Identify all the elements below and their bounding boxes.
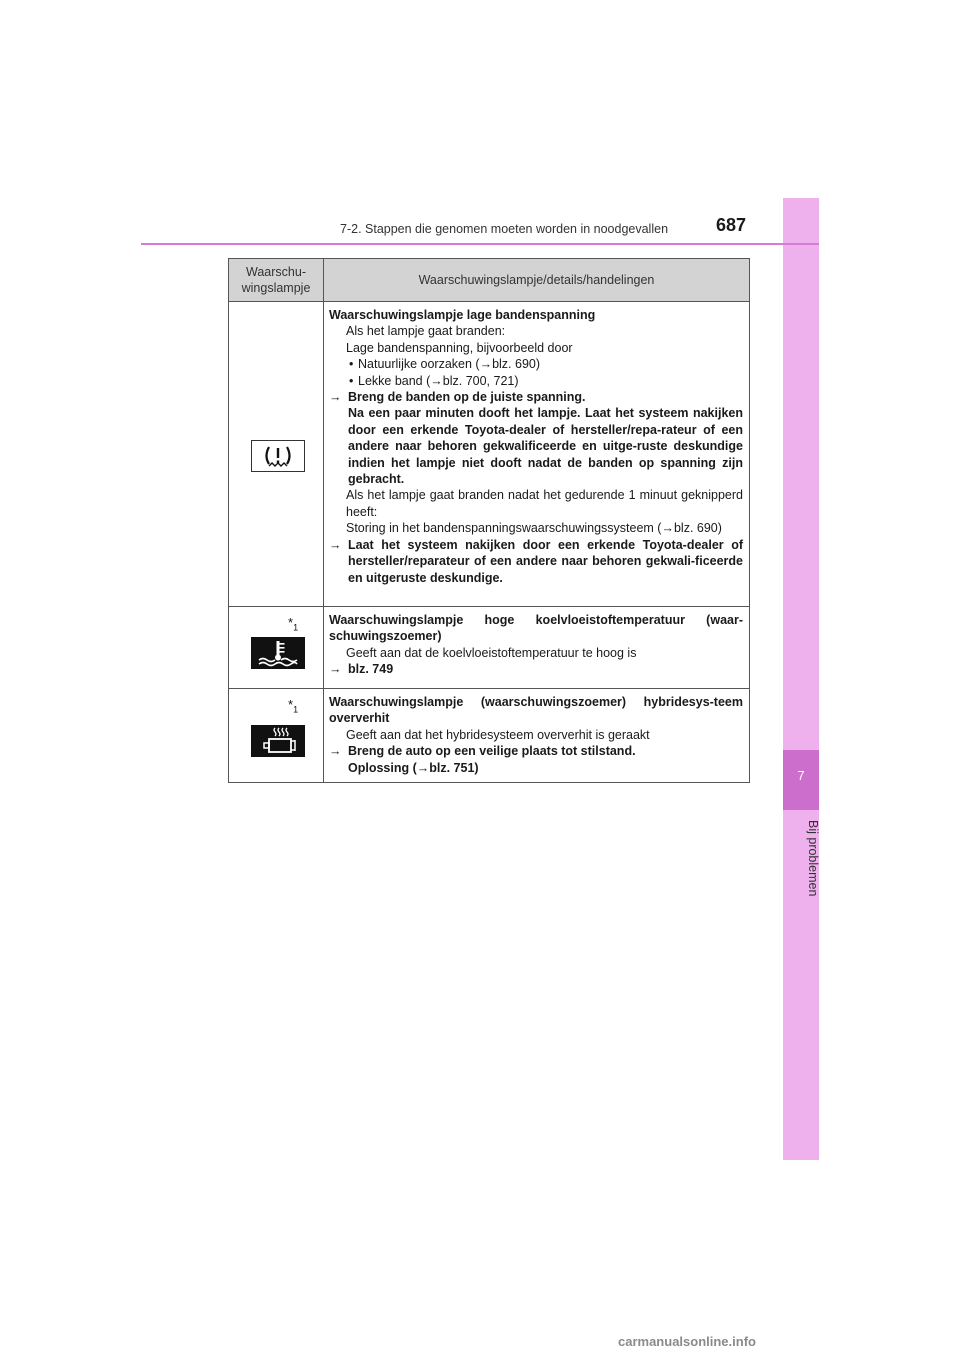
footnote-marker: [288, 697, 298, 718]
icon-cell: [229, 302, 324, 607]
action-text: Laat het systeem nakijken door een erkende Toyota-dealer of hersteller/reparateur of een andere naar behoren gekwali-ficeerde en uitgeruste deskundige.: [348, 537, 743, 585]
action-text: Breng de banden op de juiste spanning.: [348, 390, 586, 405]
footnote-number: 1: [293, 704, 299, 715]
details-cell: [324, 689, 750, 783]
action-detail: Na een paar minuten dooft het lampje. Laat het systeem nakijken door een erkende Toyota-dealer of hersteller/repa-rateur of een andere naar behoren gekwalificeerde en uitge-ruste deskundige indien het lampje niet dooft nadat de banden op spanning zijn gebracht.: [348, 406, 743, 487]
icon-cell: [229, 607, 324, 689]
arrow-right-icon: →: [329, 537, 342, 552]
warning-title: Waarschuwingslampje lage bandenspanning: [329, 308, 596, 322]
condition-text: Als het lampje gaat branden nadat het gedurende 1 minuut geknipperd heeft:: [346, 488, 743, 519]
warning-title: Waarschuwingslampje (waarschuwingszoemer) hybridesys-teem oververhit: [329, 695, 743, 726]
tire-pressure-warning-icon: [251, 440, 305, 472]
chapter-label: Bij problemen: [806, 820, 820, 897]
footnote-star: *: [288, 697, 294, 712]
watermark: carmanualsonline.info: [618, 1334, 756, 1349]
action-text: blz. 749: [348, 662, 394, 677]
chapter-side-tab: [783, 198, 819, 1160]
action-item: [329, 389, 743, 405]
icon-column-header-line-2: wingslampje: [241, 281, 311, 295]
condition-text: Als het lampje gaat branden:: [346, 324, 506, 339]
arrow-right-icon: →: [329, 390, 342, 405]
chapter-number: 7: [797, 768, 805, 783]
details-cell: [324, 302, 750, 607]
cause-text: Lage bandenspanning, bijvoorbeeld door: [346, 340, 573, 355]
coolant-temperature-warning-icon: [251, 637, 305, 669]
description-text: Geeft aan dat het hybridesysteem oververhit is geraakt: [346, 727, 650, 742]
list-item-text: Natuurlijke oorzaken (→blz. 690): [358, 357, 541, 372]
section-title: 7-2. Stappen die genomen moeten worden in noodgevallen: [340, 222, 669, 236]
warning-lights-table: [228, 258, 750, 783]
list-item: • Natuurlijke oorzaken (→blz. 690): [329, 356, 743, 372]
table-row: [229, 689, 750, 783]
icon-cell: [229, 689, 324, 783]
action-item: [329, 661, 743, 677]
header-divider: [141, 243, 819, 245]
list-item-text: Lekke band (→blz. 700, 721): [358, 373, 519, 388]
details-column-header: Waarschuwingslampje/details/handelingen: [324, 259, 750, 302]
action-item: [329, 537, 743, 586]
solution-text: Oplossing (→blz. 751): [348, 760, 479, 775]
list-item: • Lekke band (→blz. 700, 721): [329, 373, 743, 389]
footnote-number: 1: [293, 622, 299, 633]
table-header-row: [229, 259, 750, 302]
table-row: [229, 607, 750, 689]
action-text: Breng de auto op een veilige plaats tot stilstand.: [348, 744, 636, 759]
footnote-marker: [288, 615, 298, 636]
icon-column-header: [229, 259, 324, 302]
details-cell: [324, 607, 750, 689]
page-number: 687: [716, 215, 747, 235]
warning-title: Waarschuwingslampje hoge koelvloeistoftemperatuur (waar-schuwingszoemer): [329, 613, 743, 644]
arrow-right-icon: →: [329, 662, 342, 677]
table-row: [229, 302, 750, 607]
footnote-star: *: [288, 615, 294, 630]
action-item: [329, 743, 743, 759]
cause-text: Storing in het bandenspanningswaarschuwingssysteem (→blz. 690): [346, 521, 722, 536]
description-text: Geeft aan dat de koelvloeistoftemperatuur te hoog is: [346, 645, 637, 660]
icon-column-header-line-1: Waarschu-: [246, 264, 306, 279]
arrow-right-icon: →: [329, 744, 342, 759]
hybrid-system-overheat-icon: [251, 725, 305, 757]
